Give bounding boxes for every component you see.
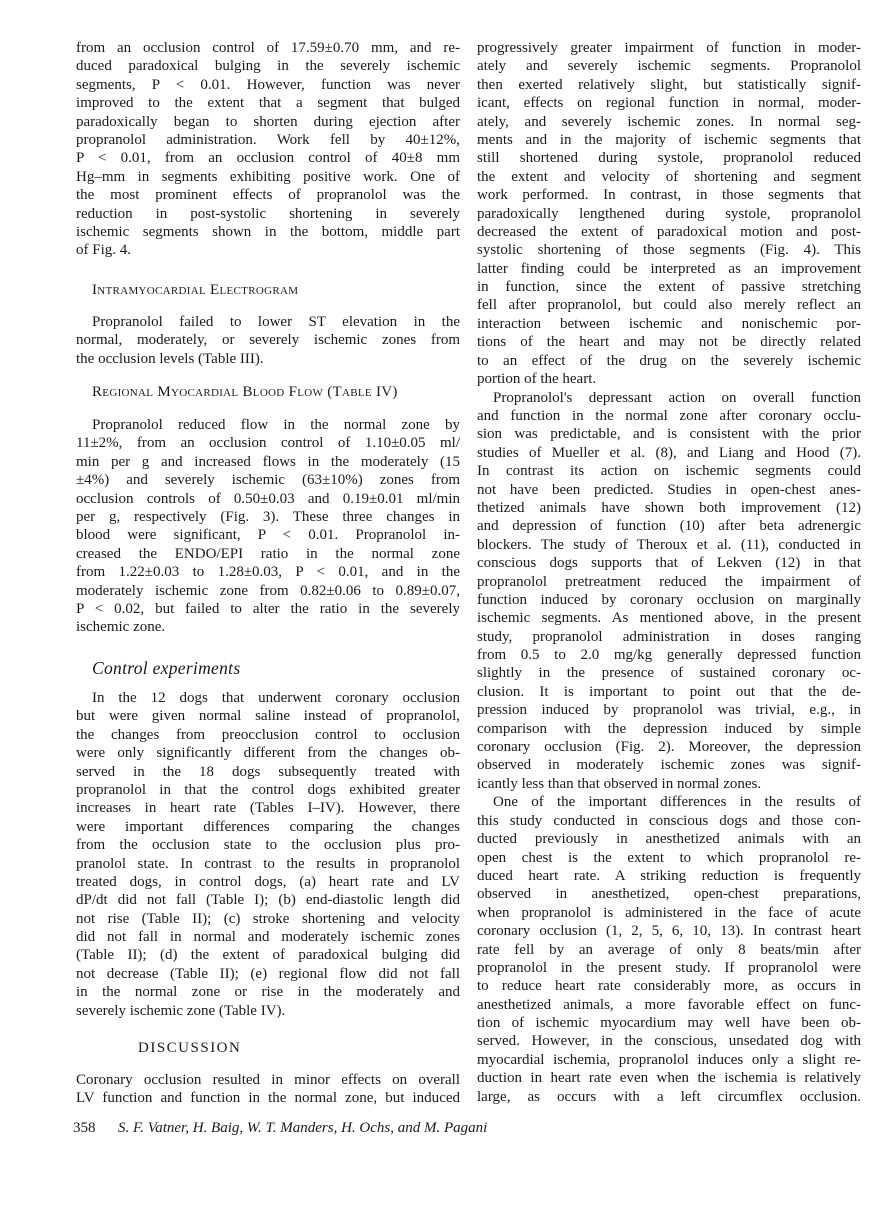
text-line: from the occlusion state to the occlusion plus pro- — [76, 837, 460, 854]
text-line: decreased the extent of paradoxical motion and post- — [477, 223, 861, 240]
text-line: then exerted relatively slight, but statistically signif- — [477, 76, 861, 93]
text-line: dP/dt did not fall (Table I); (b) end-diastolic length did — [76, 892, 460, 909]
text-line: paradoxically began to shorten during ejection after — [76, 113, 460, 130]
text-line: studies of Mueller et al. (8), and Liang and Hood (7). — [477, 444, 861, 461]
text-line: 11±2%, from an occlusion control of 1.10±0.05 ml/ — [76, 435, 460, 452]
text-line: treated dogs, in control dogs, (a) heart rate and LV — [76, 873, 460, 890]
text-line: interaction between ischemic and nonischemic por- — [477, 315, 861, 332]
text-line: improved to the extent that a segment that bulged — [76, 95, 460, 112]
text-line: served in the 18 dogs subsequently treated with — [76, 763, 460, 780]
text-line: tion of ischemic myocardium may well have been ob- — [477, 1015, 861, 1032]
text-line: thetized animals have shown both improvement (12) — [477, 499, 861, 516]
paragraph — [76, 313, 460, 368]
text-line: work performed. In contrast, in those segments that — [477, 187, 861, 204]
text-line: min per g and increased flows in the moderately (15 — [76, 453, 460, 470]
text-line: reduction in post-systolic shortening in severely — [76, 205, 460, 222]
text-line: conscious dogs supports that of Lekven (12) in that — [477, 555, 861, 572]
text-line: increases in heart rate (Tables I–IV). However, there — [76, 800, 460, 817]
text-line: to reduce heart rate considerably more, as occurs in — [477, 978, 861, 995]
text-line: progressively greater impairment of function in moder- — [477, 40, 861, 56]
text-line: comparison with the depression induced by simple — [477, 720, 861, 737]
text-line: pression induced by propranolol was trivial, e.g., in — [477, 702, 861, 719]
text-line: In the 12 dogs that underwent coronary occlusion — [92, 690, 460, 706]
text-line: propranolol administration. Work fell by 40±12%, — [76, 131, 460, 148]
text-line: severely ischemic zone (Table IV). — [76, 1002, 286, 1019]
text-line: ischemic zone. — [76, 619, 166, 636]
paragraph — [76, 1071, 460, 1108]
text-line: observed in anesthetized, open-chest preparations, — [477, 886, 861, 903]
paragraph — [477, 793, 861, 1106]
text-line: observed in moderately ischemic zones was signif- — [477, 757, 861, 774]
text-line: large, as occurs with a left circumflex occlusion. — [477, 1088, 861, 1105]
text-line: moderately ischemic zone from 0.82±0.06 to 0.89±0.07, — [76, 582, 460, 599]
text-line: fell after propranolol, but could also merely reflect an — [477, 297, 861, 314]
text-line: blood were significant, P < 0.01. Propranolol in- — [76, 527, 460, 544]
text-line: and function in the normal zone after coronary occlu- — [477, 407, 861, 424]
text-line: myocardial ischemia, propranolol induces only a slight re- — [477, 1051, 861, 1068]
text-line: ments and in the majority of ischemic segments that — [477, 131, 861, 148]
text-line: Hg–mm in segments exhibiting positive work. One of — [76, 168, 460, 185]
text-line: Propranolol failed to lower ST elevation in the — [92, 314, 460, 330]
text-line: when propranolol is administered in the face of acute — [477, 904, 861, 921]
text-line: blockers. The study of Theroux et al. (11), conducted in — [477, 536, 861, 553]
text-line: not have been predicted. Studies in open-chest anes- — [477, 481, 861, 498]
text-line: ischemic segments. As mentioned above, in the present — [477, 610, 861, 627]
page-number: 358 — [73, 1120, 96, 1136]
text-line: open chest is the extent to which propranolol re- — [477, 849, 861, 866]
paragraph — [76, 39, 460, 260]
paragraph — [477, 389, 861, 794]
text-line: ately, and severely ischemic zones. In normal seg- — [477, 113, 861, 130]
text-line: and depression of function (10) after beta adrenergic — [477, 518, 861, 535]
text-line: pranolol state. In contrast to the results in propranolol — [76, 855, 460, 872]
text-line: the occlusion levels (Table III). — [76, 350, 264, 367]
text-line: ately and severely ischemic segments. Propranolol — [477, 58, 861, 75]
text-line: occlusion controls of 0.50±0.03 and 0.19±0.01 ml/min — [76, 490, 460, 507]
text-line: P < 0.02, but failed to alter the ratio in the severely — [76, 600, 460, 617]
text-line: of Fig. 4. — [76, 242, 132, 259]
text-line: In contrast its action on ischemic segments could — [477, 463, 861, 480]
text-line: coronary occlusion (Fig. 2). Moreover, the depression — [477, 739, 861, 756]
text-line: did not fall in normal and moderately ischemic zones — [76, 929, 460, 946]
paragraph — [76, 416, 460, 637]
text-line: icant, effects on regional function in normal, moder- — [477, 95, 861, 112]
paragraph — [477, 39, 861, 388]
text-line: rate fell by an average of only 8 beats/min after — [477, 941, 861, 958]
text-line: icantly less than that observed in normal zones. — [477, 775, 762, 792]
text-line: from 1.22±0.03 to 1.28±0.03, P < 0.01, and in the — [76, 564, 460, 581]
text-line: propranolol in the present study. If propranolol were — [477, 959, 861, 976]
text-line: latter finding could be interpreted as an improvement — [477, 260, 861, 277]
text-line: duced heart rate. A striking reduction is frequently — [477, 867, 861, 884]
text-line: in function, since the extent of passive stretching — [477, 279, 861, 296]
text-line: coronary occlusion (1, 2, 5, 6, 10, 13). In contrast heart — [477, 923, 861, 940]
text-line: duced paradoxical bulging in the severely ischemic — [76, 58, 460, 75]
text-line: sion was predictable, and is consistent with the prior — [477, 426, 861, 443]
section-heading: Intramyocardial Electrogram — [92, 282, 299, 298]
text-line: normal, moderately, or severely ischemic zones from — [76, 332, 460, 349]
text-line: One of the important differences in the results of — [493, 794, 861, 811]
text-line: ±4%) and severely ischemic (63±10%) zones from — [76, 472, 460, 489]
text-line: not decrease (Table II); (e) regional flow did not fall — [76, 965, 460, 982]
text-line: study, propranolol administration in doses ranging — [477, 628, 861, 645]
page-footer — [73, 1119, 487, 1137]
text-line: LV function and function in the normal zone, but induced — [76, 1090, 460, 1107]
text-line: were important differences comparing the changes — [76, 818, 460, 835]
text-line: anesthetized animals, a more favorable effect on func- — [477, 996, 861, 1013]
text-line: the most prominent effects of propranolol was the — [76, 187, 460, 204]
text-line: propranolol in that the control dogs exhibited greater — [76, 781, 460, 798]
text-line: slightly in the presence of sustained coronary oc- — [477, 665, 861, 682]
text-line: duction in heart rate even when the ischemia is relatively — [477, 1070, 861, 1087]
text-line: not rise (Table II); (c) stroke shortening and velocity — [76, 910, 460, 927]
text-line: segments, P < 0.01. However, function was never — [76, 76, 460, 93]
text-line: were only significantly different from the changes ob- — [76, 745, 460, 762]
text-line: this study conducted in conscious dogs and those con- — [477, 812, 861, 829]
text-line: but were given normal saline instead of propranolol, — [76, 708, 460, 725]
text-line: creased the ENDO/EPI ratio in the normal zone — [76, 545, 460, 562]
text-line: from 0.5 to 2.0 mg/kg generally depressed function — [477, 647, 861, 664]
text-line: portion of the heart. — [477, 371, 597, 388]
paragraph — [76, 689, 460, 1020]
text-line: the changes from preocclusion control to occlusion — [76, 726, 460, 743]
text-line: systolic shortening of those segments (Fig. 4). This — [477, 242, 861, 259]
text-line: ducted previously in anesthetized animals with an — [477, 831, 861, 848]
text-line: ischemic segments shown in the bottom, middle part — [76, 223, 460, 240]
text-line: still shortened during systole, propranolol reduced — [477, 150, 861, 167]
text-line: the extent and velocity of shortening and segment — [477, 168, 861, 185]
text-line: P < 0.01, from an occlusion control of 40±8 mm — [76, 150, 460, 167]
text-line: to an effect of the drug on the severely ischemic — [477, 352, 861, 369]
text-line: (Table II); (d) the extent of paradoxical bulging did — [76, 947, 460, 964]
section-heading: Control experiments — [92, 658, 241, 678]
text-line: Propranolol reduced flow in the normal zone by — [92, 417, 460, 433]
section-heading: DISCUSSION — [138, 1040, 242, 1056]
text-line: tions of the heart and may not be directly related — [477, 334, 861, 351]
text-line: Coronary occlusion resulted in minor effects on overall — [76, 1072, 460, 1088]
text-line: propranolol pretreatment reduced the impairment of — [477, 573, 861, 590]
section-heading: Regional Myocardial Blood Flow (Table IV) — [92, 384, 398, 400]
running-authors: S. F. Vatner, H. Baig, W. T. Manders, H. Ochs, and M. Pagani — [118, 1120, 488, 1136]
text-line: served. However, in the conscious, unsedated dog with — [477, 1033, 861, 1050]
text-line: function induced by coronary occlusion on marginally — [477, 591, 861, 608]
text-line: paradoxically lengthened during systole, propranolol — [477, 205, 861, 222]
text-line: per g, respectively (Fig. 3). These three changes in — [76, 508, 460, 525]
text-line: from an occlusion control of 17.59±0.70 mm, and re- — [76, 40, 460, 56]
text-line: Propranolol's depressant action on overall function — [493, 389, 861, 406]
text-line: in the normal zone or rise in the moderately and — [76, 984, 460, 1001]
text-line: clusion. It is important to point out that the de- — [477, 683, 861, 700]
